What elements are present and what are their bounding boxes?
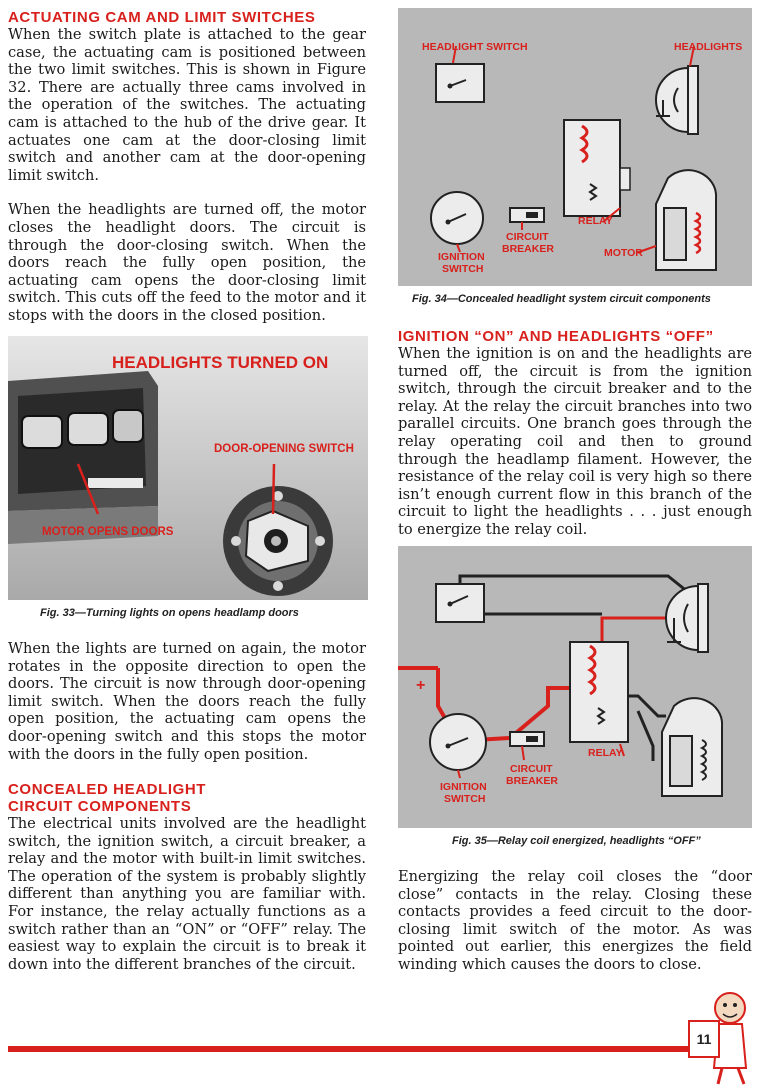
paragraph-actuating-cam-2: When the headlights are turned off, the motor closes the headlight doors. The circuit is through the door-closing switch. When the doors reach the fully open position, the actuating cam opens the door-closing limit switch. This cuts off the feed to the motor and it stops with the doors in the closed position.	[8, 201, 366, 324]
fig34-label-relay: RELAY	[578, 215, 613, 227]
heading-ignition-on-headlights-off: IGNITION “ON” AND HEADLIGHTS “OFF”	[398, 328, 714, 345]
fig34-caption: Fig. 34—Concealed headlight system circuit components	[412, 293, 711, 305]
heading-circuit-components-1: CONCEALED HEADLIGHT	[8, 781, 207, 798]
paragraph-ignition-on: When the ignition is on and the headlights are turned off, the circuit is from the ignition switch, through the circuit breaker and to the relay. At the relay the circuit branches into two parallel circuits. One branch goes through the relay operating coil and then to ground through the headlamp filament. However, the resistance of the relay coil is very high so there isn’t enough current flow in this branch of the circuit to light the headlights . . . just enough to energize the relay coil.	[398, 345, 752, 538]
fig34-label-breaker: BREAKER	[502, 243, 554, 255]
fig33-title: HEADLIGHTS TURNED ON	[112, 353, 329, 372]
figure-33-photo	[8, 336, 368, 600]
fig34-label-headlight-switch: HEADLIGHT SWITCH	[422, 41, 528, 53]
page-number: 11	[688, 1020, 720, 1058]
fig34-label-switch: SWITCH	[442, 263, 484, 275]
fig33-label-door-opening-switch: DOOR-OPENING SWITCH	[214, 443, 354, 455]
figure-35-diagram	[398, 546, 752, 828]
paragraph-relay-energized: Energizing the relay coil closes the “door close” contacts in the relay. Closing these contacts provides a feed circuit to the door-closing limit switch of the motor. As was pointed out earlier, this energizes the field winding which causes the doors to close.	[398, 868, 752, 973]
section-relay-energized	[398, 868, 752, 974]
fig35-label-switch: SWITCH	[444, 793, 486, 805]
section-circuit-components	[8, 781, 366, 973]
paragraph-circuit-components: The electrical units involved are the headlight switch, the ignition switch, a circuit breaker, a relay and the motor with built-in limit switches. The operation of the system is probably slightly different than anything you are familiar with. For instance, the relay actually functions as a switch rather than an “ON” or “OFF” relay. The easiest way to explain the circuit is to break it down into the different branches of the circuit.	[8, 815, 366, 973]
fig33-label-motor-opens-doors: MOTOR OPENS DOORS	[42, 526, 174, 538]
fig34-label-circuit: CIRCUIT	[506, 231, 549, 243]
fig33-caption: Fig. 33—Turning lights on opens headlamp doors	[40, 607, 299, 619]
figure-34-diagram	[398, 8, 752, 286]
relay-coil-circuit-diagram	[398, 546, 752, 828]
section-ignition-on	[398, 328, 752, 539]
fig34-label-motor: MOTOR	[604, 247, 643, 259]
headlight-photo-illustration	[8, 336, 368, 600]
section-actuating-cam	[8, 9, 366, 325]
footer-rule	[8, 1046, 696, 1052]
fig34-label-headlights: HEADLIGHTS	[674, 41, 743, 53]
circuit-components-diagram	[398, 8, 752, 286]
fig35-label-breaker: BREAKER	[506, 775, 558, 787]
fig35-label-circuit: CIRCUIT	[510, 763, 553, 775]
heading-circuit-components-2: CIRCUIT COMPONENTS	[8, 798, 192, 815]
fig35-label-relay: RELAY	[588, 747, 623, 759]
fig35-label-ignition: IGNITION	[440, 781, 487, 793]
paragraph-actuating-cam-1: When the switch plate is attached to the gear case, the actuating cam is positioned between the two limit switches. This is shown in Figure 32. There are actually three cams involved in the operation of the switches. The actuating cam is attached to the hub of the drive gear. It actuates one cam at the door-closing limit switch and another cam at the door-opening limit switch.	[8, 26, 366, 184]
fig35-caption: Fig. 35—Relay coil energized, headlights “OFF”	[452, 835, 701, 847]
fig34-label-ignition: IGNITION	[438, 251, 485, 263]
paragraph-lights-on-again: When the lights are turned on again, the motor rotates in the opposite direction to open the doors. The circuit is now through door-opening limit switch. When the doors reach the fully open position, the actuating cam opens the door-opening switch and this stops the motor with the doors in the fully open position.	[8, 640, 366, 763]
fig35-label-plus: +	[416, 677, 426, 694]
heading-actuating-cam: ACTUATING CAM AND LIMIT SWITCHES	[8, 9, 316, 26]
section-lights-on-again	[8, 640, 366, 763]
